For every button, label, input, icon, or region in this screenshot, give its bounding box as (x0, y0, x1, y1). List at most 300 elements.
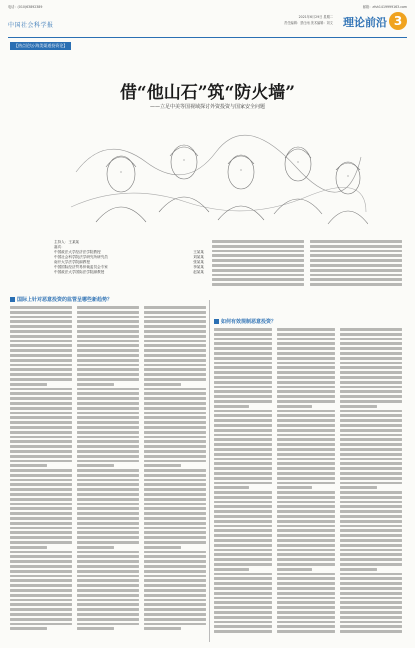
text-line (310, 240, 402, 243)
text-line (340, 525, 402, 528)
text-line (10, 608, 72, 611)
text-line (77, 546, 114, 549)
text-line (277, 338, 335, 341)
text-line (77, 579, 139, 582)
text-line (10, 551, 72, 554)
text-line (10, 541, 72, 544)
text-line (77, 512, 139, 515)
text-line (214, 544, 272, 547)
text-line (77, 383, 114, 386)
text-line (340, 534, 402, 537)
text-line (212, 269, 304, 272)
text-line (214, 505, 272, 508)
text-line (144, 378, 206, 381)
text-line (144, 613, 206, 616)
text-line (277, 534, 335, 537)
text-line (277, 501, 335, 504)
text-line (77, 483, 139, 486)
text-line (10, 460, 72, 463)
text-line (340, 472, 402, 475)
text-line (10, 594, 72, 597)
text-line (340, 601, 402, 604)
body-column-2 (77, 306, 139, 642)
text-line (277, 362, 335, 365)
text-line (10, 613, 72, 616)
text-line (277, 376, 335, 379)
text-line (10, 388, 72, 391)
guest-row: 中国国际经济贸易仲裁委员会专家 李某某 (54, 265, 204, 269)
text-line (77, 623, 139, 626)
text-line (214, 597, 272, 600)
text-line (214, 630, 272, 633)
text-line (214, 587, 272, 590)
text-line (214, 342, 272, 345)
text-line (340, 434, 402, 437)
text-line (214, 419, 272, 422)
host-label: 主持人： (54, 240, 69, 244)
body-column-4 (214, 328, 272, 642)
text-line (310, 278, 402, 281)
page-number-badge: 3 (389, 12, 407, 30)
text-line (277, 544, 335, 547)
text-line (214, 539, 272, 542)
text-line (144, 445, 206, 448)
text-line (214, 371, 272, 374)
top-info-bar (8, 4, 407, 10)
text-line (77, 364, 139, 367)
body-column-1 (10, 306, 72, 642)
text-line (144, 311, 206, 314)
text-line (144, 474, 206, 477)
text-line (277, 486, 312, 489)
text-line (340, 462, 402, 465)
text-line (340, 400, 402, 403)
text-line (144, 460, 206, 463)
text-line (144, 431, 206, 434)
text-line (277, 424, 335, 427)
text-line (340, 520, 402, 523)
text-line (10, 368, 72, 371)
text-line (144, 335, 206, 338)
text-line (77, 335, 139, 338)
text-line (277, 458, 335, 461)
text-line (277, 616, 335, 619)
text-line (144, 618, 206, 621)
text-line (214, 424, 272, 427)
text-line (277, 386, 335, 389)
text-line (144, 407, 206, 410)
text-line (340, 410, 402, 413)
text-line (10, 383, 47, 386)
portrait-illustration (66, 112, 368, 237)
text-line (144, 483, 206, 486)
text-line (77, 507, 139, 510)
text-line (277, 625, 335, 628)
text-line (340, 366, 402, 369)
text-line (77, 536, 139, 539)
text-line (10, 455, 72, 458)
text-line (340, 371, 402, 374)
text-line (77, 392, 139, 395)
text-line (340, 582, 402, 585)
text-line (277, 587, 335, 590)
text-line (10, 565, 72, 568)
text-line (277, 549, 335, 552)
text-line (10, 536, 72, 539)
text-line (340, 558, 402, 561)
text-line (10, 436, 72, 439)
text-line (77, 426, 139, 429)
page-header (8, 12, 407, 38)
text-line (277, 611, 335, 614)
text-line (214, 611, 272, 614)
text-line (212, 254, 304, 257)
body-column-3 (144, 306, 206, 642)
text-line (277, 630, 335, 633)
text-column (212, 240, 304, 288)
text-line (277, 553, 335, 556)
text-line (10, 450, 72, 453)
text-line (214, 376, 272, 379)
text-line (77, 455, 139, 458)
text-line (144, 522, 206, 525)
text-line (277, 577, 335, 580)
text-column (310, 240, 402, 288)
text-line (10, 517, 72, 520)
text-line (77, 551, 139, 554)
guest-row: 中国政法大学国际法学院副教授 赵某某 (54, 270, 204, 274)
text-line (214, 448, 272, 451)
text-line (10, 527, 72, 530)
text-line (277, 462, 335, 465)
text-line (10, 426, 72, 429)
text-line (340, 482, 402, 485)
text-line (10, 412, 72, 415)
text-line (144, 426, 206, 429)
text-line (214, 472, 272, 475)
text-line (77, 320, 139, 323)
text-line (144, 503, 206, 506)
text-line (212, 245, 304, 248)
text-line (144, 412, 206, 415)
text-line (340, 414, 402, 417)
text-line (277, 568, 312, 571)
text-line (214, 525, 272, 528)
text-line (77, 627, 114, 630)
paper-logo: 中国社会科学报 (8, 22, 54, 29)
text-line (340, 443, 402, 446)
text-line (277, 342, 335, 345)
section-title: 理论前沿 (343, 16, 387, 29)
text-line (277, 582, 335, 585)
text-line (144, 599, 206, 602)
text-line (277, 597, 335, 600)
text-line (310, 245, 402, 248)
text-line (212, 264, 304, 267)
text-line (212, 283, 304, 286)
text-line (340, 486, 377, 489)
text-line (340, 587, 402, 590)
text-line (77, 416, 139, 419)
text-line (10, 584, 72, 587)
text-line (144, 517, 206, 520)
text-line (340, 553, 402, 556)
text-line (277, 443, 335, 446)
text-line (10, 483, 72, 486)
text-line (340, 376, 402, 379)
text-line (340, 501, 402, 504)
text-line (340, 625, 402, 628)
text-line (77, 498, 139, 501)
text-line (277, 414, 335, 417)
text-line (10, 344, 72, 347)
text-line (277, 357, 335, 360)
text-line (310, 254, 402, 257)
text-line (77, 402, 139, 405)
text-line (214, 616, 272, 619)
text-line (144, 340, 206, 343)
text-line (10, 373, 72, 376)
text-line (10, 479, 72, 482)
text-line (144, 359, 206, 362)
text-line (340, 606, 402, 609)
text-line (340, 458, 402, 461)
text-line (144, 555, 206, 558)
text-line (340, 477, 402, 480)
text-line (340, 597, 402, 600)
text-line (77, 570, 139, 573)
text-line (340, 544, 402, 547)
text-line (144, 498, 206, 501)
text-line (214, 486, 249, 489)
guest-row: 南开大学法学院副教授 张某某 (54, 260, 204, 264)
text-line (77, 608, 139, 611)
text-line (144, 551, 206, 554)
text-line (144, 455, 206, 458)
text-line (77, 555, 139, 558)
text-line (10, 440, 72, 443)
text-line (340, 338, 402, 341)
text-line (340, 549, 402, 552)
text-line (212, 278, 304, 281)
text-line (340, 424, 402, 427)
text-line (277, 515, 335, 518)
text-line (277, 419, 335, 422)
text-line (214, 400, 272, 403)
text-line (144, 416, 206, 419)
text-line (10, 421, 72, 424)
text-line (77, 575, 139, 578)
text-line (214, 568, 249, 571)
text-line (214, 563, 272, 566)
text-line (144, 373, 206, 376)
body-text-block-top-right (212, 240, 402, 294)
text-line (144, 536, 206, 539)
text-line (277, 592, 335, 595)
text-line (277, 328, 335, 331)
text-line (144, 570, 206, 573)
text-line (144, 306, 206, 309)
text-line (144, 469, 206, 472)
section-heading-1: 国际上针对恶意投资的监管呈哪些新趋势？ (10, 296, 112, 303)
text-line (340, 429, 402, 432)
text-line (340, 529, 402, 532)
text-line (340, 453, 402, 456)
text-line (340, 510, 402, 513)
text-line (340, 328, 402, 331)
text-line (10, 560, 72, 563)
text-line (10, 325, 72, 328)
text-line (10, 589, 72, 592)
text-line (77, 589, 139, 592)
text-line (277, 510, 335, 513)
text-line (10, 311, 72, 314)
text-line (277, 505, 335, 508)
text-line (340, 592, 402, 595)
square-bullet-icon (10, 297, 15, 302)
text-line (214, 582, 272, 585)
text-line (10, 407, 72, 410)
text-line (214, 467, 272, 470)
text-line (277, 525, 335, 528)
text-line (77, 378, 139, 381)
text-line (10, 498, 72, 501)
headline: 借“他山石”筑“防火墙” (119, 83, 296, 103)
text-line (214, 520, 272, 523)
text-line (77, 373, 139, 376)
text-line (340, 352, 402, 355)
text-line (214, 443, 272, 446)
text-line (10, 316, 72, 319)
text-line (340, 448, 402, 451)
text-line (77, 469, 139, 472)
text-line (10, 618, 72, 621)
text-line (340, 621, 402, 624)
text-line (77, 474, 139, 477)
text-line (77, 330, 139, 333)
text-line (340, 333, 402, 336)
text-line (77, 560, 139, 563)
text-line (77, 493, 139, 496)
subheadline: ——立足中美等国视域探讨外资投资与国家安全问题 (149, 104, 265, 110)
text-line (10, 603, 72, 606)
text-line (277, 467, 335, 470)
text-line (144, 488, 206, 491)
text-line (144, 330, 206, 333)
text-line (214, 453, 272, 456)
text-line (144, 623, 206, 626)
text-line (144, 546, 181, 549)
text-line (214, 558, 272, 561)
text-line (340, 515, 402, 518)
guest-row: 中国社会科学院法学研究所研究员 刘某某 (54, 255, 204, 259)
text-line (77, 522, 139, 525)
text-line (77, 565, 139, 568)
text-line (277, 347, 335, 350)
text-line (10, 570, 72, 573)
text-line (144, 594, 206, 597)
text-line (214, 362, 272, 365)
column-divider (209, 300, 210, 642)
text-line (310, 259, 402, 262)
text-line (77, 431, 139, 434)
text-line (277, 472, 335, 475)
text-line (77, 618, 139, 621)
text-line (10, 340, 72, 343)
text-line (10, 464, 47, 467)
text-line (214, 592, 272, 595)
text-line (144, 364, 206, 367)
text-line (10, 555, 72, 558)
text-line (144, 316, 206, 319)
text-line (340, 505, 402, 508)
text-line (10, 416, 72, 419)
text-line (10, 493, 72, 496)
text-line (144, 608, 206, 611)
text-line (77, 450, 139, 453)
body-column-5 (277, 328, 335, 642)
text-line (277, 429, 335, 432)
text-line (10, 364, 72, 367)
text-line (10, 503, 72, 506)
text-line (340, 395, 402, 398)
text-line (10, 397, 72, 400)
text-line (214, 491, 272, 494)
text-line (214, 429, 272, 432)
text-line (144, 436, 206, 439)
text-line (214, 501, 272, 504)
text-line (10, 474, 72, 477)
text-line (144, 349, 206, 352)
text-line (144, 584, 206, 587)
text-line (10, 623, 72, 626)
text-line (340, 573, 402, 576)
text-line (144, 493, 206, 496)
text-line (214, 496, 272, 499)
text-line (10, 531, 72, 534)
text-line (77, 464, 114, 467)
guest-row: 中国政法大学经济法学院教授 王某某 (54, 250, 204, 254)
text-line (340, 438, 402, 441)
text-line (77, 479, 139, 482)
text-line (10, 469, 72, 472)
text-line (214, 352, 272, 355)
text-line (277, 395, 335, 398)
text-line (310, 269, 402, 272)
text-line (277, 448, 335, 451)
text-line (10, 354, 72, 357)
text-line (277, 491, 335, 494)
text-line (10, 512, 72, 515)
text-line (77, 311, 139, 314)
editors-text: 责任编辑：蔡仕雨 美术编辑：刘文 (284, 21, 333, 25)
date-text: 2021年6月29日 星期二 (298, 15, 333, 19)
text-line (77, 613, 139, 616)
text-line (144, 354, 206, 357)
text-line (77, 388, 139, 391)
text-line (277, 601, 335, 604)
text-line (77, 488, 139, 491)
text-line (10, 507, 72, 510)
column-tag: 【热点论坛·海美渠道投资论】 (10, 42, 71, 50)
text-line (214, 414, 272, 417)
text-line (340, 386, 402, 389)
host-guest-list (54, 240, 204, 275)
text-line (77, 325, 139, 328)
text-line (277, 333, 335, 336)
text-line (77, 316, 139, 319)
text-line (10, 349, 72, 352)
